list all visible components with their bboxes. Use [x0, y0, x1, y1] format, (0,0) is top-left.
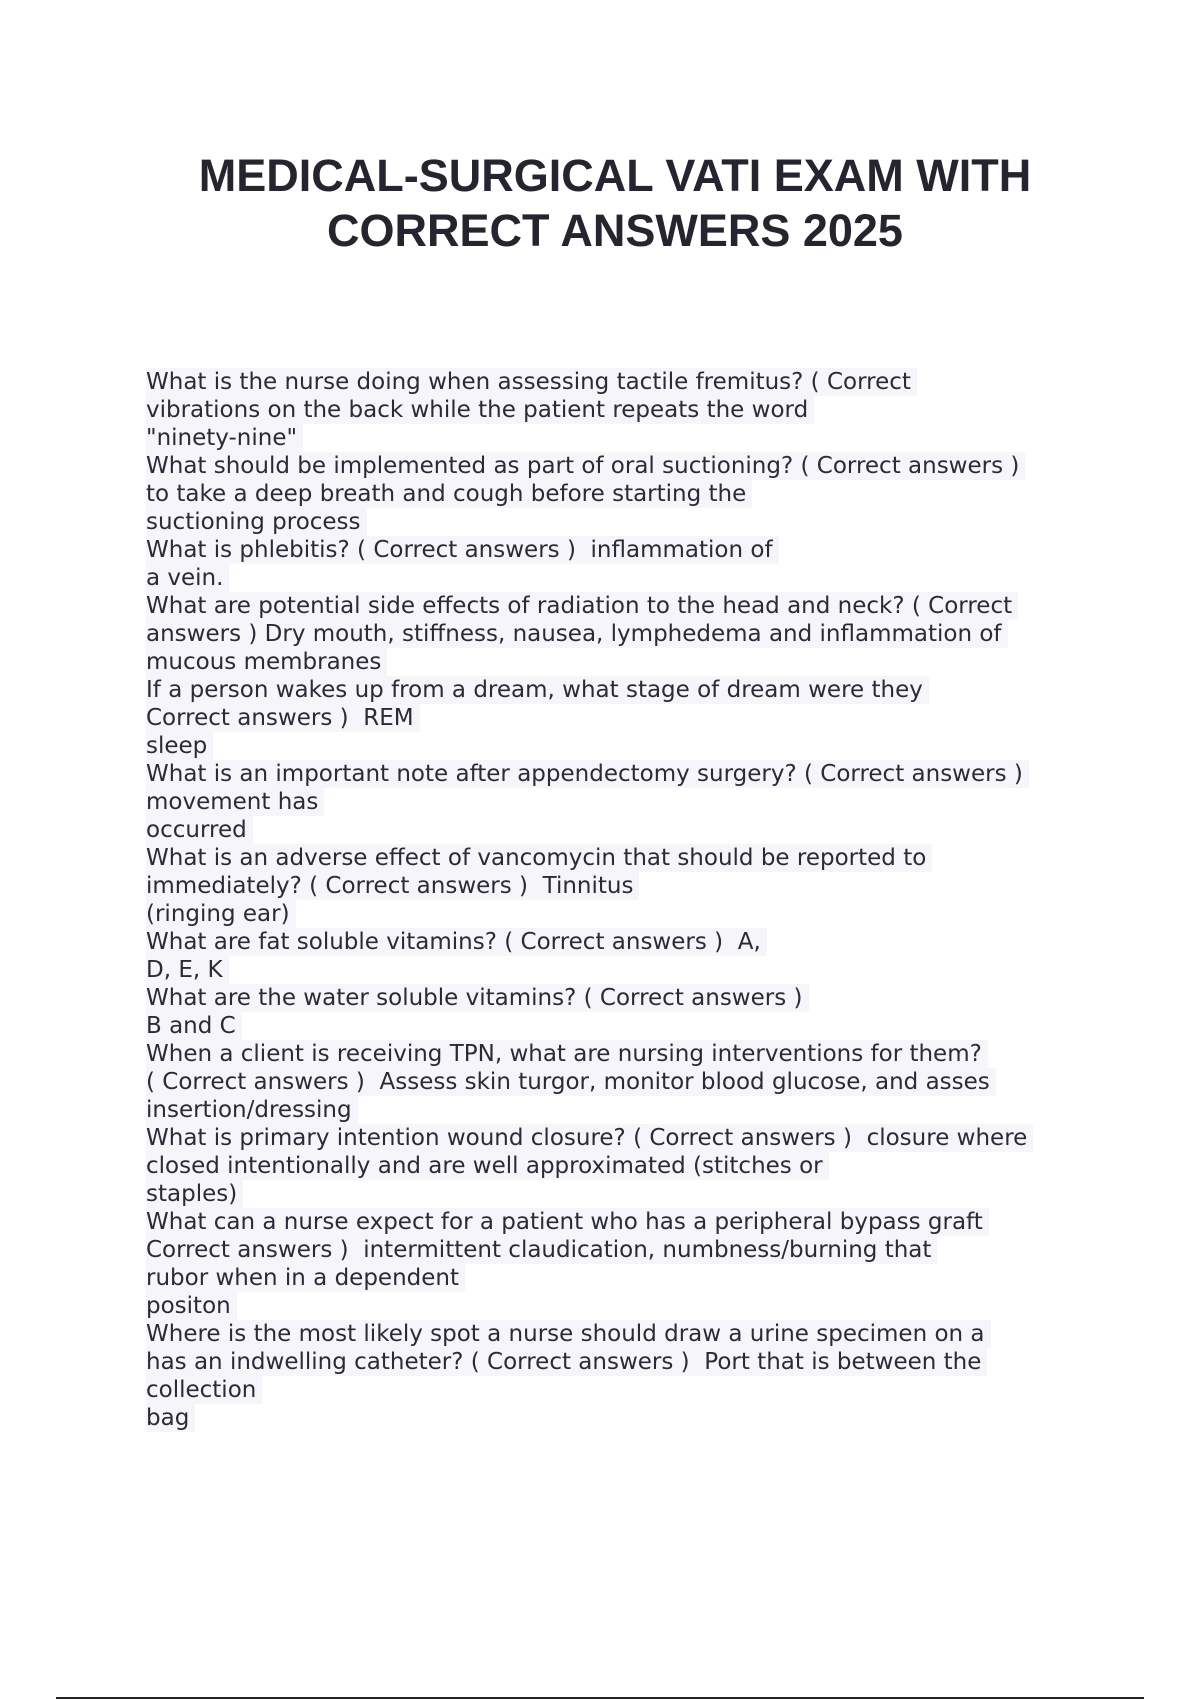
text-line [146, 872, 1146, 900]
text-line-content: ( Correct answers ) Assess skin turgor, monitor blood glucose, and asses [146, 1068, 996, 1096]
text-line [146, 1040, 1146, 1068]
text-line [146, 508, 1146, 536]
text-line [146, 396, 1146, 424]
text-line-content: suctioning process [146, 508, 367, 536]
text-line [146, 424, 1146, 452]
text-line-content: "ninety-nine" [146, 424, 303, 452]
text-line-content: mucous membranes [146, 648, 387, 676]
text-line-content: collection [146, 1376, 262, 1404]
text-line-content: has an indwelling catheter? ( Correct answers ) Port that is between the [146, 1348, 987, 1376]
text-line [146, 564, 1146, 592]
text-line-content: staples) [146, 1180, 243, 1208]
text-line [146, 732, 1146, 760]
text-line-content: If a person wakes up from a dream, what stage of dream were they [146, 676, 929, 704]
text-line-content: to take a deep breath and cough before starting the [146, 480, 752, 508]
text-line [146, 1152, 1146, 1180]
text-line-content: immediately? ( Correct answers ) Tinnitus [146, 872, 639, 900]
text-line [146, 648, 1146, 676]
text-line-content: rubor when in a dependent [146, 1264, 465, 1292]
text-line [146, 1124, 1146, 1152]
text-line-content: insertion/dressing [146, 1096, 358, 1124]
text-line [146, 620, 1146, 648]
text-line [146, 760, 1146, 788]
text-line-content: movement has [146, 788, 324, 816]
text-line [146, 704, 1146, 732]
text-line-content: What is the nurse doing when assessing tactile fremitus? ( Correct [146, 368, 917, 396]
footer-rule [56, 1697, 1144, 1699]
text-line [146, 1012, 1146, 1040]
text-line [146, 676, 1146, 704]
text-line [146, 1068, 1146, 1096]
text-line-content: What should be implemented as part of oral suctioning? ( Correct answers ) [146, 452, 1025, 480]
text-line [146, 928, 1146, 956]
text-line-content: What are fat soluble vitamins? ( Correct answers ) A, [146, 928, 767, 956]
text-line [146, 536, 1146, 564]
text-line-content: What are the water soluble vitamins? ( Correct answers ) [146, 984, 809, 1012]
text-line-content: When a client is receiving TPN, what are nursing interventions for them? [146, 1040, 988, 1068]
title-line-2: CORRECT ANSWERS 2025 [327, 205, 903, 256]
text-line-content: bag [146, 1404, 195, 1432]
text-line [146, 1264, 1146, 1292]
text-line [146, 788, 1146, 816]
text-line [146, 1208, 1146, 1236]
text-line-content: vibrations on the back while the patient repeats the word [146, 396, 814, 424]
text-line-content: D, E, K [146, 956, 229, 984]
text-line-content: positon [146, 1292, 237, 1320]
text-line [146, 816, 1146, 844]
text-line [146, 1180, 1146, 1208]
text-line [146, 1292, 1146, 1320]
text-line-content: What is primary intention wound closure? ( Correct answers ) closure where [146, 1124, 1033, 1152]
text-line [146, 1404, 1146, 1432]
text-line [146, 1376, 1146, 1404]
text-line-content: occurred [146, 816, 253, 844]
text-line [146, 1236, 1146, 1264]
text-line-content: Correct answers ) intermittent claudication, numbness/burning that [146, 1236, 937, 1264]
title-line-1: MEDICAL-SURGICAL VATI EXAM WITH [198, 150, 1032, 201]
text-line [146, 592, 1146, 620]
text-line-content: sleep [146, 732, 213, 760]
text-line-content: answers ) Dry mouth, stiffness, nausea, lymphedema and inflammation of [146, 620, 1008, 648]
text-line-content: B and C [146, 1012, 242, 1040]
text-line-content: Correct answers ) REM [146, 704, 420, 732]
qa-text-block [146, 368, 1146, 1432]
text-line [146, 368, 1146, 396]
text-line-content: What can a nurse expect for a patient who has a peripheral bypass graft [146, 1208, 989, 1236]
text-line [146, 844, 1146, 872]
text-line [146, 956, 1146, 984]
document-title [0, 148, 1200, 258]
text-line [146, 480, 1146, 508]
text-line [146, 452, 1146, 480]
text-line-content: What are potential side effects of radiation to the head and neck? ( Correct [146, 592, 1018, 620]
text-line-content: Where is the most likely spot a nurse should draw a urine specimen on a [146, 1320, 991, 1348]
text-line [146, 900, 1146, 928]
text-line [146, 1348, 1146, 1376]
text-line [146, 984, 1146, 1012]
text-line-content: What is an important note after appendectomy surgery? ( Correct answers ) [146, 760, 1029, 788]
text-line-content: (ringing ear) [146, 900, 296, 928]
text-line-content: closed intentionally and are well approximated (stitches or [146, 1152, 829, 1180]
text-line-content: a vein. [146, 564, 229, 592]
text-line-content: What is phlebitis? ( Correct answers ) inflammation of [146, 536, 779, 564]
text-line [146, 1320, 1146, 1348]
text-line [146, 1096, 1146, 1124]
text-line-content: What is an adverse effect of vancomycin that should be reported to [146, 844, 932, 872]
